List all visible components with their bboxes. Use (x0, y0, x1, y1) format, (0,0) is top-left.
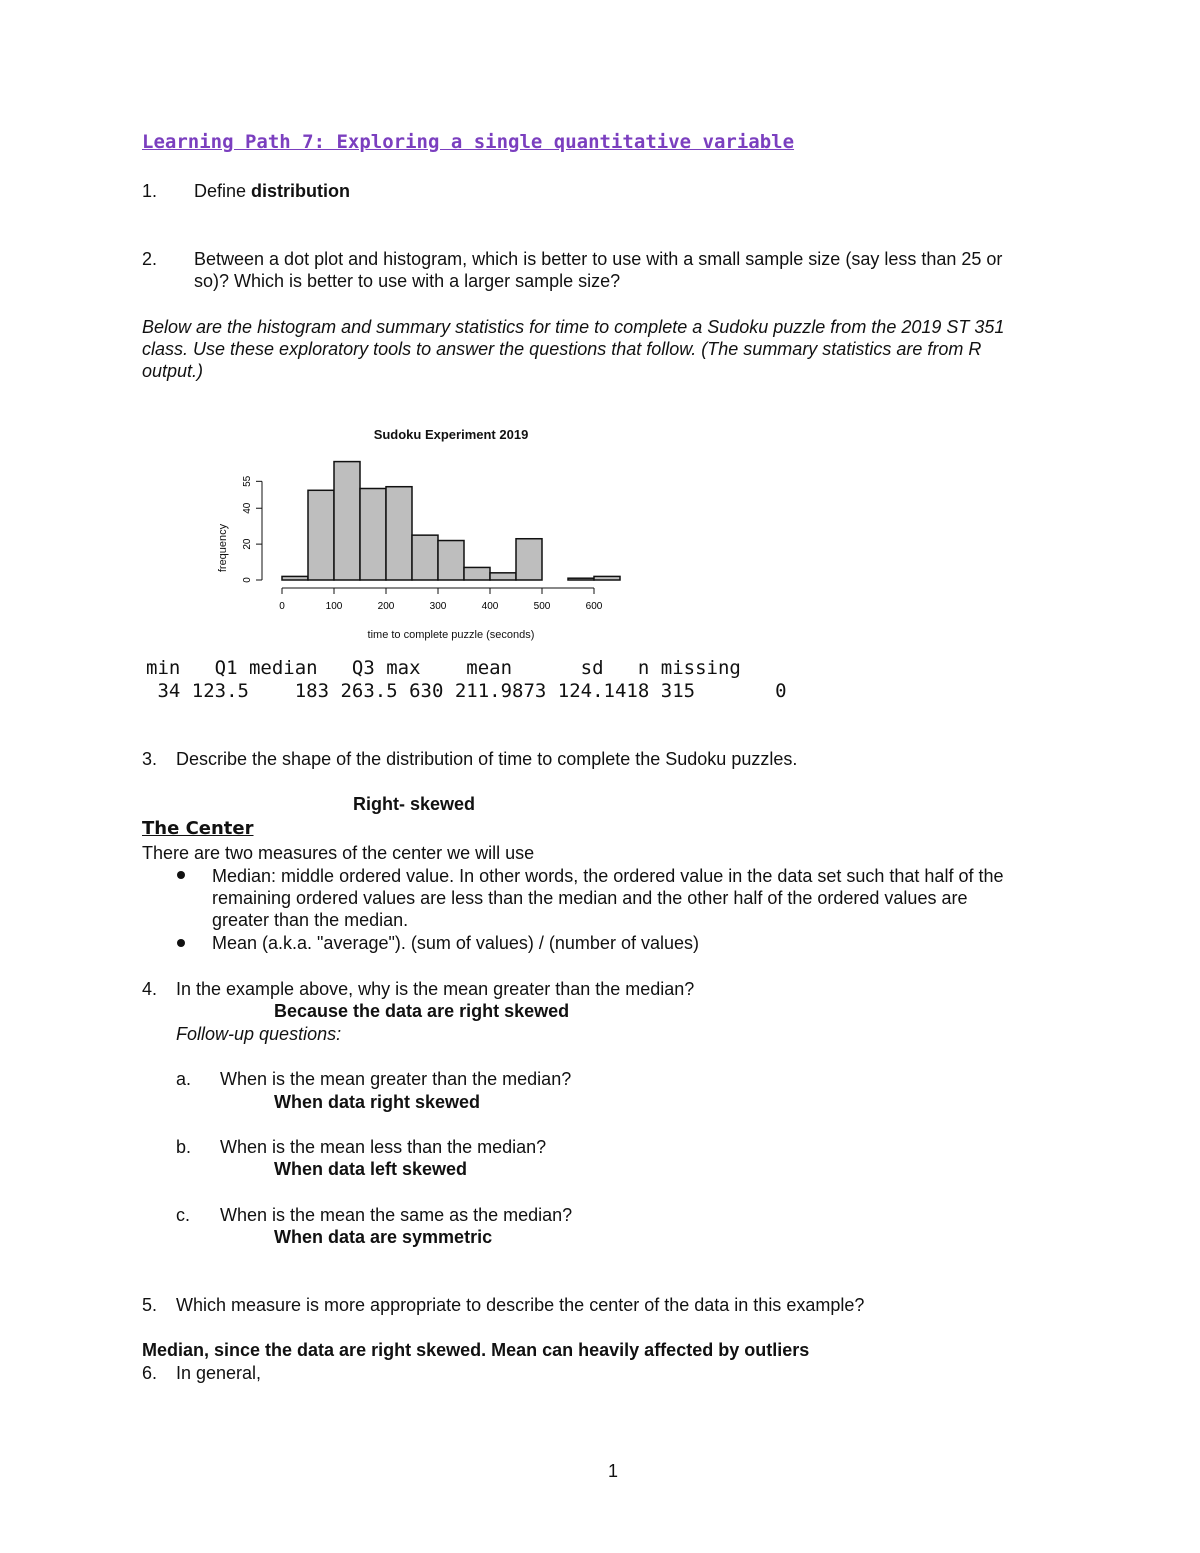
question-3-number: 3. (142, 749, 158, 769)
question-4-text: In the example above, why is the mean greater than the median? (176, 979, 695, 999)
bullet-median-line-2: remaining ordered values are less than the median and the other half of the ordered values are (212, 888, 968, 908)
question-5-text: Which measure is more appropriate to describe the center of the data in this example? (176, 1295, 865, 1315)
histogram-bar (594, 576, 620, 580)
intro-line-1: Below are the histogram and summary statistics for time to complete a Sudoku puzzle from the 2019 ST 351 (142, 317, 1005, 337)
x-tick-label: 0 (279, 601, 285, 612)
question-6-number: 6. (142, 1363, 158, 1383)
question-1 (194, 181, 350, 202)
section-heading-center: The Center (142, 818, 254, 839)
question-a-answer: When data right skewed (274, 1092, 481, 1112)
y-tick-label: 20 (242, 538, 253, 550)
question-2-line-2: so)? Which is better to use with a larger sample size? (194, 271, 621, 291)
histogram-bar (464, 567, 490, 580)
question-b-answer: When data left skewed (274, 1159, 468, 1179)
histogram-bar (360, 489, 386, 581)
followup-label: Follow-up questions: (176, 1024, 342, 1044)
intro-line-3: output.) (142, 361, 204, 381)
question-b-text: When is the mean less than the median? (220, 1137, 547, 1157)
x-tick-label: 200 (377, 601, 395, 612)
y-tick-label: 0 (242, 577, 253, 583)
x-tick-label: 300 (429, 601, 447, 612)
y-tick-label: 40 (242, 502, 253, 514)
summary-header: min Q1 median Q3 max mean sd n missing (146, 657, 741, 679)
page-number: 1 (608, 1461, 619, 1481)
center-intro: There are two measures of the center we will use (142, 843, 535, 863)
question-a-text: When is the mean greater than the median? (220, 1069, 572, 1089)
histogram-bar (568, 578, 594, 580)
histogram-bar (412, 535, 438, 580)
histogram-chart (200, 420, 640, 650)
page-title: Learning Path 7: Exploring a single quantitative variable (142, 131, 795, 153)
y-axis-label: frequency (217, 523, 229, 573)
question-1-term: distribution (251, 181, 351, 201)
x-tick-label: 600 (585, 601, 603, 612)
question-4-number: 4. (142, 979, 158, 999)
histogram-bar (438, 541, 464, 580)
question-c-letter: c. (176, 1205, 191, 1225)
question-1-text: Define (194, 181, 252, 201)
question-3-text: Describe the shape of the distribution of time to complete the Sudoku puzzles. (176, 749, 798, 769)
bullet-icon (177, 939, 185, 947)
question-a-letter: a. (176, 1069, 192, 1089)
x-axis-label: time to complete puzzle (seconds) (367, 629, 535, 641)
x-tick-label: 100 (325, 601, 343, 612)
histogram-bar (334, 462, 360, 580)
question-5-answer: Median, since the data are right skewed. Mean can heavily affected by outliers (142, 1340, 810, 1360)
question-1-number: 1. (142, 181, 158, 201)
question-4-answer: Because the data are right skewed (274, 1001, 570, 1021)
bullet-median-line-3: greater than the median. (212, 910, 409, 930)
x-tick-label: 500 (533, 601, 551, 612)
question-2-line-1: Between a dot plot and histogram, which is better to use with a small sample size (say less than 25 or (194, 249, 1003, 269)
histogram-bar (490, 573, 516, 580)
histogram-bar (308, 490, 334, 580)
question-6-text: In general, (176, 1363, 262, 1383)
histogram-bar (516, 539, 542, 580)
question-b-letter: b. (176, 1137, 192, 1157)
question-3-answer: Right- skewed (353, 794, 476, 814)
y-tick-label: 55 (242, 475, 253, 487)
chart-title: Sudoku Experiment 2019 (373, 427, 529, 442)
histogram-bar (386, 487, 412, 580)
summary-values: 34 123.5 183 263.5 630 211.9873 124.1418 315 0 (146, 680, 787, 702)
x-tick-label: 400 (481, 601, 499, 612)
bullet-median-line-1: Median: middle ordered value. In other words, the ordered value in the data set such that half of the (212, 866, 1004, 886)
bullet-mean: Mean (a.k.a. "average"). (sum of values) / (number of values) (212, 933, 699, 953)
question-2-number: 2. (142, 249, 158, 269)
question-c-answer: When data are symmetric (274, 1227, 493, 1247)
question-c-text: When is the mean the same as the median? (220, 1205, 573, 1225)
bullet-icon (177, 871, 185, 879)
question-5-number: 5. (142, 1295, 158, 1315)
intro-line-2: class. Use these exploratory tools to answer the questions that follow. (The summary statistics are from R (142, 339, 982, 359)
histogram-bar (282, 576, 308, 580)
